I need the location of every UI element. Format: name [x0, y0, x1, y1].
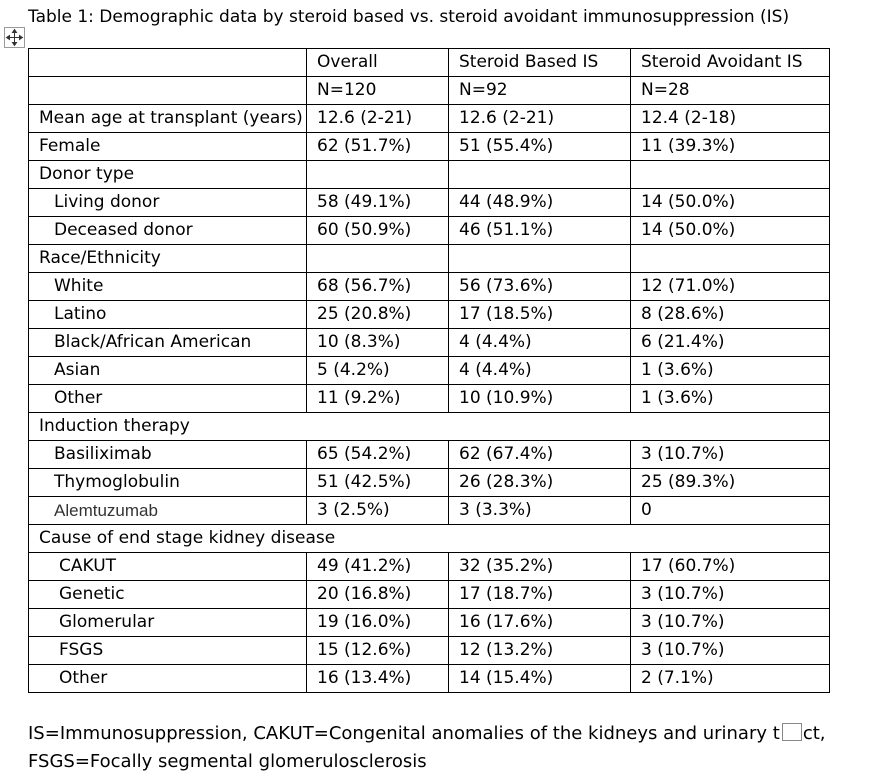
- table-row: [29, 189, 830, 217]
- cell-steroid-avoidant: 3 (10.7%): [631, 637, 830, 665]
- row-label: Basiliximab: [29, 441, 307, 469]
- cell-overall: 20 (16.8%): [307, 581, 449, 609]
- cell-steroid-avoidant: 12 (71.0%): [631, 273, 830, 301]
- cell-steroid-avoidant: 8 (28.6%): [631, 301, 830, 329]
- cell-overall: 68 (56.7%): [307, 273, 449, 301]
- cell-steroid-based: 17 (18.5%): [449, 301, 631, 329]
- footnote-line1-end: ct,: [802, 723, 826, 744]
- cell-steroid-avoidant: 3 (10.7%): [631, 441, 830, 469]
- n-cell-steroid-avoidant: N=28: [631, 77, 830, 105]
- cell-steroid-based: 32 (35.2%): [449, 553, 631, 581]
- row-label: Alemtuzumab: [29, 497, 307, 525]
- cell-steroid-avoidant: [631, 161, 830, 189]
- header-cell-overall: Overall: [307, 49, 449, 77]
- cell-steroid-avoidant: 3 (10.7%): [631, 609, 830, 637]
- footnote-line2: FSGS=Focally segmental glomerulosclerosis: [28, 751, 427, 772]
- cell-steroid-based: 51 (55.4%): [449, 133, 631, 161]
- cell-steroid-based: 44 (48.9%): [449, 189, 631, 217]
- header-cell-steroid-based: Steroid Based IS: [449, 49, 631, 77]
- table-row: [29, 357, 830, 385]
- cell-steroid-based: 56 (73.6%): [449, 273, 631, 301]
- cell-steroid-based: 17 (18.7%): [449, 581, 631, 609]
- row-label: Genetic: [29, 581, 307, 609]
- row-label: Mean age at transplant (years): [29, 105, 307, 133]
- table-row: [29, 329, 830, 357]
- cell-steroid-avoidant: 12.4 (2-18): [631, 105, 830, 133]
- cell-overall: 19 (16.0%): [307, 609, 449, 637]
- row-label: White: [29, 273, 307, 301]
- cell-overall: [307, 245, 449, 273]
- cell-overall: 60 (50.9%): [307, 217, 449, 245]
- table-row: [29, 469, 830, 497]
- row-label: Female: [29, 133, 307, 161]
- table-row: [29, 245, 830, 273]
- table-row: [29, 385, 830, 413]
- table-n-row: [29, 77, 830, 105]
- cell-steroid-based: 62 (67.4%): [449, 441, 631, 469]
- cell-steroid-avoidant: 3 (10.7%): [631, 581, 830, 609]
- cell-overall: 3 (2.5%): [307, 497, 449, 525]
- row-label: Latino: [29, 301, 307, 329]
- table-row: [29, 161, 830, 189]
- row-label: Cause of end stage kidney disease: [29, 525, 830, 553]
- table-caption: Table 1: Demographic data by steroid based vs. steroid avoidant immunosuppression (IS): [28, 7, 790, 27]
- cell-overall: 10 (8.3%): [307, 329, 449, 357]
- cell-steroid-based: 10 (10.9%): [449, 385, 631, 413]
- cell-steroid-based: 4 (4.4%): [449, 329, 631, 357]
- cell-steroid-based: 46 (51.1%): [449, 217, 631, 245]
- move-arrows-icon: [5, 28, 24, 47]
- table-row: [29, 609, 830, 637]
- cell-steroid-avoidant: 1 (3.6%): [631, 385, 830, 413]
- row-label: Race/Ethnicity: [29, 245, 307, 273]
- n-cell-steroid-based: N=92: [449, 77, 631, 105]
- table-row: [29, 413, 830, 441]
- table-row: [29, 273, 830, 301]
- table-header-row: [29, 49, 830, 77]
- cell-overall: 5 (4.2%): [307, 357, 449, 385]
- cell-steroid-based: [449, 161, 631, 189]
- cell-overall: [307, 161, 449, 189]
- cell-overall: 65 (54.2%): [307, 441, 449, 469]
- n-cell-overall: N=120: [307, 77, 449, 105]
- cell-overall: 25 (20.8%): [307, 301, 449, 329]
- row-label: Deceased donor: [29, 217, 307, 245]
- cell-steroid-avoidant: [631, 245, 830, 273]
- cell-overall: 49 (41.2%): [307, 553, 449, 581]
- row-label: Black/African American: [29, 329, 307, 357]
- cell-overall: 11 (9.2%): [307, 385, 449, 413]
- cell-steroid-avoidant: 0: [631, 497, 830, 525]
- header-cell-label: [29, 49, 307, 77]
- cell-overall: 62 (51.7%): [307, 133, 449, 161]
- cell-steroid-avoidant: 6 (21.4%): [631, 329, 830, 357]
- row-label: Thymoglobulin: [29, 469, 307, 497]
- row-label: Other: [29, 665, 307, 693]
- comment-anchor-icon[interactable]: [782, 723, 802, 741]
- table-row: [29, 637, 830, 665]
- cell-steroid-avoidant: 14 (50.0%): [631, 217, 830, 245]
- cell-overall: 58 (49.1%): [307, 189, 449, 217]
- cell-steroid-avoidant: 14 (50.0%): [631, 189, 830, 217]
- n-cell-label: [29, 77, 307, 105]
- cell-steroid-based: 3 (3.3%): [449, 497, 631, 525]
- cell-steroid-avoidant: 25 (89.3%): [631, 469, 830, 497]
- cell-steroid-based: 12.6 (2-21): [449, 105, 631, 133]
- cell-overall: 12.6 (2-21): [307, 105, 449, 133]
- row-label: CAKUT: [29, 553, 307, 581]
- table-move-handle[interactable]: [4, 27, 25, 48]
- table-footnote: [28, 720, 888, 776]
- table-row: [29, 525, 830, 553]
- cell-steroid-based: 16 (17.6%): [449, 609, 631, 637]
- table-row: [29, 553, 830, 581]
- cell-steroid-based: 26 (28.3%): [449, 469, 631, 497]
- row-label: Donor type: [29, 161, 307, 189]
- cell-overall: 16 (13.4%): [307, 665, 449, 693]
- table-row: [29, 217, 830, 245]
- table-row: [29, 581, 830, 609]
- row-label: Asian: [29, 357, 307, 385]
- header-cell-steroid-avoidant: Steroid Avoidant IS: [631, 49, 830, 77]
- table-row: [29, 133, 830, 161]
- cell-steroid-based: 14 (15.4%): [449, 665, 631, 693]
- table-row: [29, 301, 830, 329]
- cell-steroid-avoidant: 11 (39.3%): [631, 133, 830, 161]
- row-label: Glomerular: [29, 609, 307, 637]
- cell-steroid-based: 4 (4.4%): [449, 357, 631, 385]
- row-label: Induction therapy: [29, 413, 830, 441]
- demographics-table: [28, 48, 830, 693]
- footnote-line1-start: IS=Immunosuppression, CAKUT=Congenital anomalies of the kidneys and urinary t: [28, 723, 780, 744]
- table-row: [29, 105, 830, 133]
- cell-steroid-avoidant: 1 (3.6%): [631, 357, 830, 385]
- cell-steroid-avoidant: 2 (7.1%): [631, 665, 830, 693]
- cell-overall: 51 (42.5%): [307, 469, 449, 497]
- table-row: [29, 497, 830, 525]
- row-label: Living donor: [29, 189, 307, 217]
- row-label: Other: [29, 385, 307, 413]
- cell-overall: 15 (12.6%): [307, 637, 449, 665]
- table-row: [29, 441, 830, 469]
- table-row: [29, 665, 830, 693]
- cell-steroid-based: [449, 245, 631, 273]
- cell-steroid-avoidant: 17 (60.7%): [631, 553, 830, 581]
- row-label: FSGS: [29, 637, 307, 665]
- cell-steroid-based: 12 (13.2%): [449, 637, 631, 665]
